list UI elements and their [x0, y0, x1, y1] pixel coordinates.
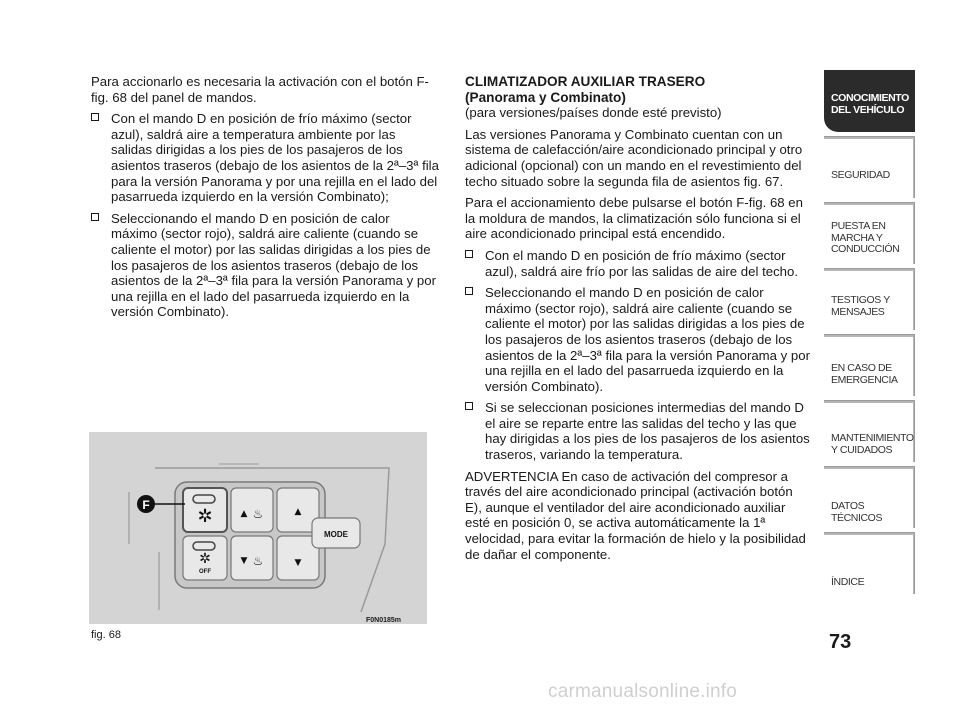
right-bullet-1 — [465, 248, 813, 279]
callout-letter: F — [142, 498, 150, 512]
tab-conocimiento-label: CONOCIMIENTO DEL VEHÍCULO — [831, 92, 909, 116]
intro-paragraph: Para accionarlo es necesaria la activación con el botón F-fig. 68 del panel de mandos. — [91, 74, 429, 105]
right-column — [465, 74, 813, 568]
tab-conocimiento[interactable] — [824, 70, 915, 132]
figure-code: F0N0185m — [366, 617, 402, 624]
thermometer-icon: ♨ — [252, 554, 264, 568]
availability-note: (para versiones/países donde esté previsto) — [465, 105, 722, 121]
arrow-up-icon: ▲ — [240, 509, 248, 519]
temp-down-button[interactable] — [231, 536, 273, 580]
tab-testigos-label: TESTIGOS Y MENSAJES — [831, 294, 890, 318]
right-bullet-2 — [465, 285, 813, 394]
checkbox-bullet-icon — [465, 402, 473, 410]
checkbox-bullet-icon — [465, 250, 473, 258]
tab-puesta-en-marcha-label: PUESTA EN MARCHA Y CONDUCCIÓN — [831, 220, 900, 255]
arrow-up-icon: ▲ — [294, 507, 302, 517]
left-bullet-1 — [91, 111, 439, 205]
mode-button[interactable] — [312, 518, 360, 548]
watermark: carmanualsonline.info — [548, 681, 738, 702]
arrow-down-icon: ▼ — [294, 558, 302, 568]
tab-mantenimiento[interactable] — [824, 400, 915, 462]
thermometer-icon: ♨ — [252, 507, 264, 521]
left-bullet-2 — [91, 211, 439, 320]
control-panel-illustration — [89, 432, 427, 624]
checkbox-bullet-icon — [465, 287, 473, 295]
right-bullet-3-text: Si se seleccionan posiciones intermedias del mando D el aire se reparte entre las salidas del techo y las que hay dirigidas a los pies de los pasajeros de los asientos traseros, variando la temperatura. — [485, 400, 810, 463]
right-bullet-1-text: Con el mando D en posición de frío máximo (sector azul), saldrá aire frío por las salidas de aire del techo. — [485, 247, 798, 279]
left-column — [91, 74, 439, 326]
right-bullet-3 — [465, 400, 813, 462]
mode-label: MODE — [324, 530, 348, 539]
checkbox-bullet-icon — [91, 213, 99, 221]
tab-emergencia[interactable] — [824, 334, 915, 396]
paragraph-versions: Las versiones Panorama y Combinato cuentan con un sistema de calefacción/aire acondicionado principal y otro adicional (opcional) con un mando en el revestimiento del techo situado sobre la segunda fila de asientos fig. 67. — [465, 126, 803, 189]
fan-icon: ✲ — [197, 506, 213, 527]
control-panel-figure — [89, 432, 427, 624]
tab-indice[interactable] — [824, 532, 915, 594]
checkbox-bullet-icon — [91, 113, 99, 121]
arrow-down-icon: ▼ — [240, 556, 248, 566]
section-subtitle: (Panorama y Combinato) — [465, 89, 626, 105]
fan-off-icon: ✲ — [199, 551, 211, 567]
left-bullet-2-text: Seleccionando el mando D en posición de calor máximo (sector rojo), saldrá aire caliente (cuando se caliente el motor) por las salidas dirigidas a los pies de los pasajeros de los asientos traseros (debajo de los asientos de la 2ª–3ª fila para la versión Panorama y por una rejilla en el lado del pasarrueda izquierdo en la versión Combinato). — [111, 210, 436, 320]
tab-mantenimiento-label: MANTENIMIENTO Y CUIDADOS — [831, 432, 914, 456]
fan-off-button[interactable] — [183, 536, 227, 580]
warning-label: ADVERTENCIA — [465, 468, 558, 484]
fan-button[interactable] — [183, 488, 227, 532]
right-bullet-2-text: Seleccionando el mando D en posición de calor máximo (sector rojo), saldrá aire caliente (cuando se caliente el motor) por las salidas dirigidas a los pies de los pasajeros de los asientos traseros (debajo de los asientos de la 2ª–3ª fila para la versión Panorama y por una rejilla en el lado del pasarrueda izquierdo en la versión Combinato). — [485, 285, 810, 394]
tab-indice-label: ÍNDICE — [831, 576, 865, 588]
figure-caption: fig. 68 — [91, 629, 121, 641]
warning-text: En caso de activación del compresor a través del aire acondicionado principal (activación botón E), aunque el ventilador del aire acondicionado auxiliar esté en posición 0, se activa automáticamente la 1ª velocidad, para evitar la formación de hielo y la posibilidad de dañar el componente. — [465, 468, 806, 562]
tab-puesta-en-marcha[interactable] — [824, 202, 915, 264]
tab-emergencia-label: EN CASO DE EMERGENCIA — [831, 362, 898, 386]
left-bullet-1-text: Con el mando D en posición de frío máximo (sector azul), saldrá aire a temperatura ambiente por las salidas dirigidas a los pies de los pasajeros de los asientos traseros (debajo de los asientos de la 2ª–3ª fila para la versión Panorama y por una rejilla en el lado del pasarrueda izquierdo en la versión Combinato); — [111, 111, 439, 205]
off-label: OFF — [199, 569, 211, 575]
tab-seguridad[interactable] — [824, 136, 915, 198]
section-title: CLIMATIZADOR AUXILIAR TRASERO — [465, 74, 706, 89]
temp-up-button[interactable] — [231, 488, 273, 532]
tab-datos-tecnicos[interactable] — [824, 466, 915, 528]
paragraph-activation: Para el accionamiento debe pulsarse el botón F-fig. 68 en la moldura de mandos, la climatización sólo funciona si el aire acondicionado principal está encendido. — [465, 195, 803, 242]
page-number: 73 — [829, 631, 852, 653]
tab-datos-tecnicos-label: DATOS TÉCNICOS — [831, 500, 883, 524]
warning-paragraph — [465, 469, 813, 563]
tab-seguridad-label: SEGURIDAD — [831, 169, 890, 181]
tab-testigos[interactable] — [824, 268, 915, 330]
